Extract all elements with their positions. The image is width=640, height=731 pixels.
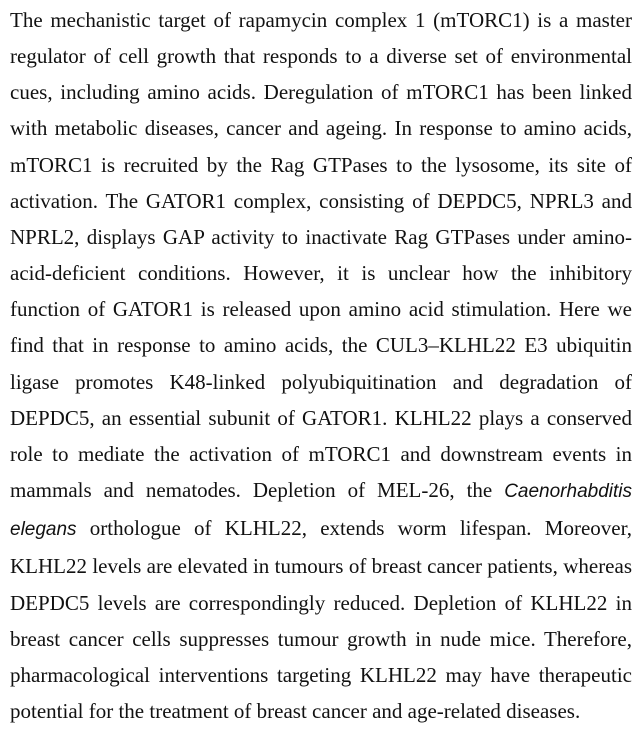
abstract-paragraph (10, 2, 632, 729)
species-name: Caenorhabditis elegans (10, 481, 632, 541)
abstract-text-part1: The mechanistic target of rapamycin complex 1 (mTORC1) is a master regulator of cell growth that responds to a diverse set of environmental cues, including amino acids. Deregulation of mTORC1 has been linked with metabolic diseases, cancer and ageing. In response to amino acids, mTORC1 is recruited by the Rag GTPases to the lysosome, its site of activation. The GATOR1 complex, consisting of DEPDC5, NPRL3 and NPRL2, displays GAP activity to inactivate Rag GTPases under amino-acid-deficient conditions. However, it is unclear how the inhibitory function of GATOR1 is released upon amino acid stimulation. Here we find that in response to amino acids, the CUL3–KLHL22 E3 ubiquitin ligase promotes K48-linked polyubiquitination and degradation of DEPDC5, an essential subunit of GATOR1. KLHL22 plays a conserved role to mediate the activation of mTORC1 and downstream events in mammals and nematodes. Depletion of MEL-26, the (10, 8, 632, 503)
abstract-text-part2: orthologue of KLHL22, extends worm lifespan. Moreover, KLHL22 levels are elevated in tumours of breast cancer patients, whereas DEPDC5 levels are correspondingly reduced. Depletion of KLHL22 in breast cancer cells suppresses tumour growth in nude mice. Therefore, pharmacological interventions targeting KLHL22 may have therapeutic potential for the treatment of breast cancer and age-related diseases. (10, 516, 632, 723)
